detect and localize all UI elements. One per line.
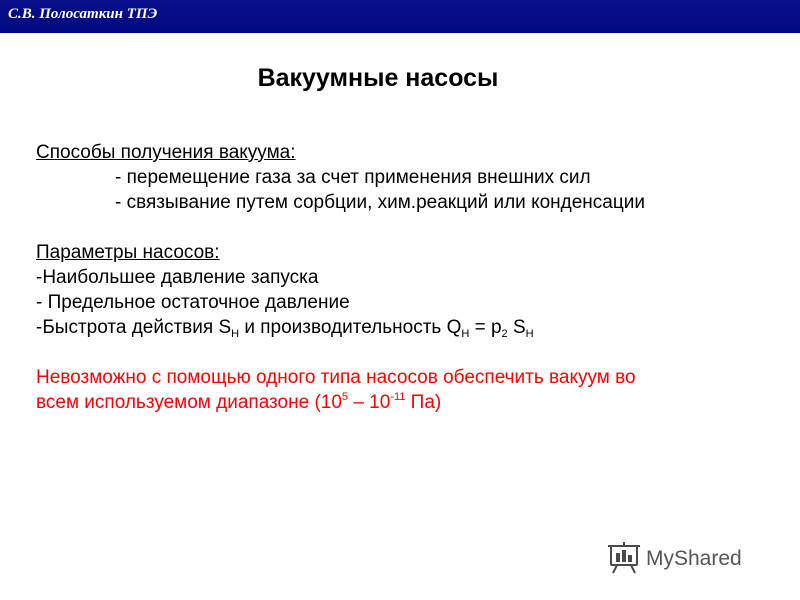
- speed-text: -Быстрота действия S: [36, 317, 232, 338]
- params-heading: Параметры насосов:: [36, 242, 220, 263]
- params-item-1: -Наибольшее давление запуска: [36, 267, 319, 288]
- slide-title: Вакуумные насосы: [257, 64, 499, 92]
- productivity-sub: Н: [461, 328, 470, 340]
- author-label: С.В. Полосаткин ТПЭ: [8, 6, 158, 22]
- pressure-sub: 2: [501, 328, 508, 340]
- methods-item-2: - связывание путем сорбции, хим.реакций или конденсации: [115, 192, 645, 213]
- watermark: [606, 540, 766, 574]
- note-range-end: Па): [405, 392, 442, 413]
- note-line-1: Невозможно с помощью одного типа насосов обеспечить вакуум во: [36, 367, 636, 388]
- header-bar: [0, 0, 800, 33]
- productivity-text: и производительность Q: [239, 317, 462, 338]
- formula-s-sub: Н: [525, 328, 534, 340]
- presentation-board-icon: [606, 540, 766, 574]
- params-item-2: - Предельное остаточное давление: [36, 292, 350, 313]
- methods-item-1: - перемещение газа за счет применения внешних сил: [115, 167, 591, 188]
- note-range-start: всем используемом диапазоне (10: [36, 392, 342, 413]
- note-line-2: [36, 390, 776, 415]
- note-exp-2: -11: [390, 391, 406, 403]
- speed-sub: Н: [231, 328, 240, 340]
- formula-text: = p: [469, 317, 502, 338]
- note-exp-1: 5: [341, 391, 349, 403]
- params-item-3: [36, 315, 776, 340]
- note-range-mid: – 10: [348, 392, 391, 413]
- watermark-text: MyShared: [646, 547, 742, 570]
- formula-s-text: S: [507, 317, 526, 338]
- methods-heading: Способы получения вакуума:: [36, 142, 296, 163]
- slide-body: [36, 140, 776, 415]
